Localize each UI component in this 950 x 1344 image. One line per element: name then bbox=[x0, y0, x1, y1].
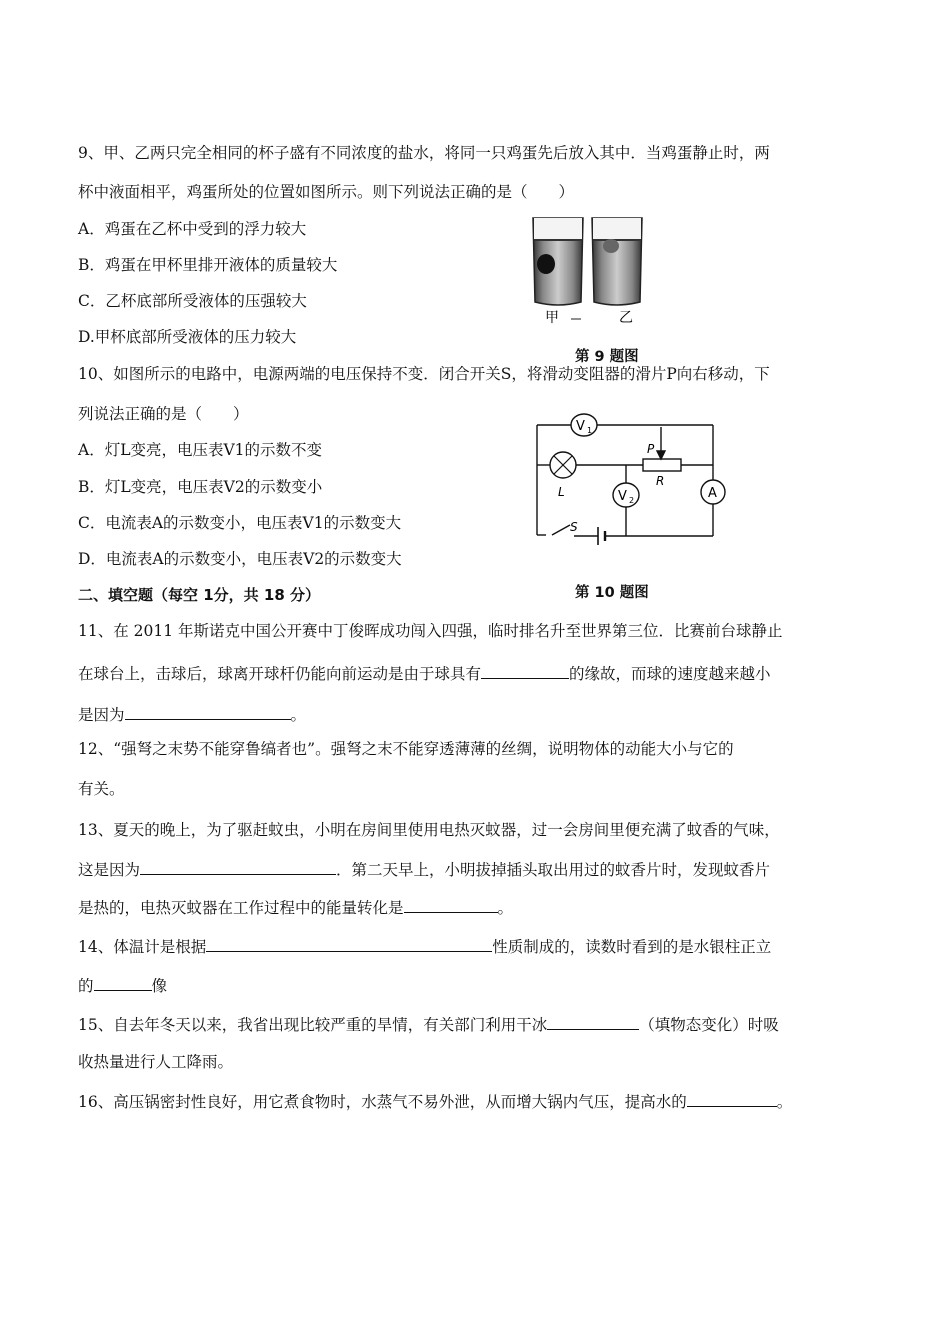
q14-text-d: 像 bbox=[151, 977, 168, 995]
q11-blank-2[interactable] bbox=[125, 703, 291, 720]
q13-text-a: 这是因为 bbox=[78, 861, 141, 879]
voltmeter-v1 bbox=[571, 414, 597, 436]
q12-line1: 12、“强弩之末势不能穿鲁缟者也”。强弩之末不能穿透薄薄的丝绸，说明物体的动能大小与它的 bbox=[78, 740, 734, 758]
svg-text:V: V bbox=[576, 419, 585, 434]
q11-line3 bbox=[78, 703, 306, 725]
cup-yi bbox=[592, 218, 642, 305]
q11-line2 bbox=[78, 662, 771, 684]
q14-line1 bbox=[78, 935, 771, 957]
q11-text-b: 的缘故，而球的速度越来越小 bbox=[569, 665, 771, 683]
q16-text-a: 16、高压锅密封性良好，用它煮食物时，水蒸气不易外泄，从而增大锅内气压，提高水的 bbox=[78, 1093, 687, 1111]
q10-circuit-diagram bbox=[530, 405, 730, 555]
q9-option-b: B．鸡蛋在甲杯里排开液体的质量较大 bbox=[78, 256, 338, 274]
q10-option-b: B．灯L变亮，电压表V2的示数变小 bbox=[78, 478, 323, 496]
q14-text-b: 性质制成的，读数时看到的是水银柱正立 bbox=[492, 938, 772, 956]
switch-s bbox=[552, 525, 570, 535]
q10-stem-line1: 10、如图所示的电路中，电源两端的电压保持不变．闭合开关S，将滑动变阻器的滑片P向右移动，下 bbox=[78, 365, 770, 383]
q15-text-a: 15、自去年冬天以来，我省出现比较严重的旱情，有关部门利用干冰 bbox=[78, 1016, 548, 1034]
svg-text:2: 2 bbox=[629, 496, 635, 505]
q16-line1 bbox=[78, 1090, 792, 1112]
label-s: S bbox=[570, 520, 578, 534]
q15-blank-1[interactable] bbox=[547, 1013, 639, 1030]
q10-option-d: D．电流表A的示数变小，电压表V2的示数变大 bbox=[78, 550, 402, 568]
q16-blank-1[interactable] bbox=[687, 1090, 777, 1107]
q9-figure-cups bbox=[505, 212, 665, 332]
q11-blank-1[interactable] bbox=[481, 662, 569, 679]
q15-line1 bbox=[78, 1013, 779, 1035]
egg-in-cup-jia bbox=[537, 254, 555, 274]
q15-text-b: （填物态变化）时吸 bbox=[639, 1016, 779, 1034]
q10-option-c: C．电流表A的示数变小，电压表V1的示数变大 bbox=[78, 514, 402, 532]
q13-blank-2[interactable] bbox=[404, 896, 498, 913]
q13-line1: 13、夏天的晚上，为了驱赶蚊虫，小明在房间里使用电热灭蚊器，过一会房间里便充满了蚊香的气味， bbox=[78, 821, 780, 839]
q10-stem-line2: 列说法正确的是（ ） bbox=[78, 405, 249, 423]
label-p: P bbox=[647, 442, 655, 456]
rheostat-r bbox=[643, 459, 681, 471]
q9-figure-caption: 第 9 题图 bbox=[575, 349, 639, 365]
q13-blank-1[interactable] bbox=[140, 858, 336, 875]
slider-p-arrow bbox=[657, 451, 665, 459]
q11-line1: 11、在 2011 年斯诺克中国公开赛中丁俊晖成功闯入四强，临时排名升至世界第三位．比赛前台球静止 bbox=[78, 622, 783, 640]
q10-figure-caption: 第 10 题图 bbox=[575, 585, 649, 601]
q9-stem-line1: 9、甲、乙两只完全相同的杯子盛有不同浓度的盐水，将同一只鸡蛋先后放入其中．当鸡蛋静止时，两 bbox=[78, 144, 770, 162]
q11-text-a: 在球台上，击球后，球离开球杆仍能向前运动是由于球具有 bbox=[78, 665, 482, 683]
section-heading-fill-in: 二、填空题（每空 1分，共 18 分） bbox=[78, 586, 320, 604]
q14-blank-2[interactable] bbox=[94, 974, 152, 991]
q12-line2: 有关。 bbox=[78, 780, 125, 798]
voltmeter-v2 bbox=[613, 483, 639, 507]
label-r: R bbox=[656, 474, 665, 488]
label-l: L bbox=[558, 485, 565, 499]
q13-line3 bbox=[78, 896, 513, 918]
svg-text:1: 1 bbox=[587, 426, 593, 435]
q14-blank-1[interactable] bbox=[206, 935, 492, 952]
svg-text:V: V bbox=[618, 489, 627, 504]
q14-line2 bbox=[78, 974, 167, 996]
q14-text-c: 的 bbox=[78, 977, 94, 995]
q13-text-c: 是热的，电热灭蚊器在工作过程中的能量转化是 bbox=[78, 899, 404, 917]
q13-text-b: ．第二天早上，小明拔掉插头取出用过的蚊香片时，发现蚊香片 bbox=[336, 861, 771, 879]
q9-stem-line2: 杯中液面相平，鸡蛋所处的位置如图所示。则下列说法正确的是（ ） bbox=[78, 183, 575, 201]
q9-option-d: D.甲杯底部所受液体的压力较大 bbox=[78, 328, 297, 346]
label-yi: 乙 bbox=[619, 310, 633, 326]
q11-text-c: 是因为 bbox=[78, 706, 125, 724]
ammeter-a bbox=[701, 480, 725, 504]
q16-text-b: 。 bbox=[776, 1093, 793, 1111]
svg-text:A: A bbox=[708, 486, 717, 501]
q13-line2 bbox=[78, 858, 770, 880]
cup-jia bbox=[533, 218, 583, 305]
egg-in-cup-yi bbox=[603, 239, 619, 253]
lamp-l bbox=[550, 452, 576, 478]
q14-text-a: 14、体温计是根据 bbox=[78, 938, 207, 956]
q11-text-d: 。 bbox=[290, 706, 307, 724]
q15-line2: 收热量进行人工降雨。 bbox=[78, 1053, 234, 1071]
q9-option-c: C．乙杯底部所受液体的压强较大 bbox=[78, 292, 307, 310]
q10-option-a: A．灯L变亮，电压表V1的示数不变 bbox=[78, 441, 323, 459]
q9-option-a: A．鸡蛋在乙杯中受到的浮力较大 bbox=[78, 220, 307, 238]
label-jia: 甲 bbox=[545, 310, 559, 326]
q13-text-d: 。 bbox=[497, 899, 514, 917]
